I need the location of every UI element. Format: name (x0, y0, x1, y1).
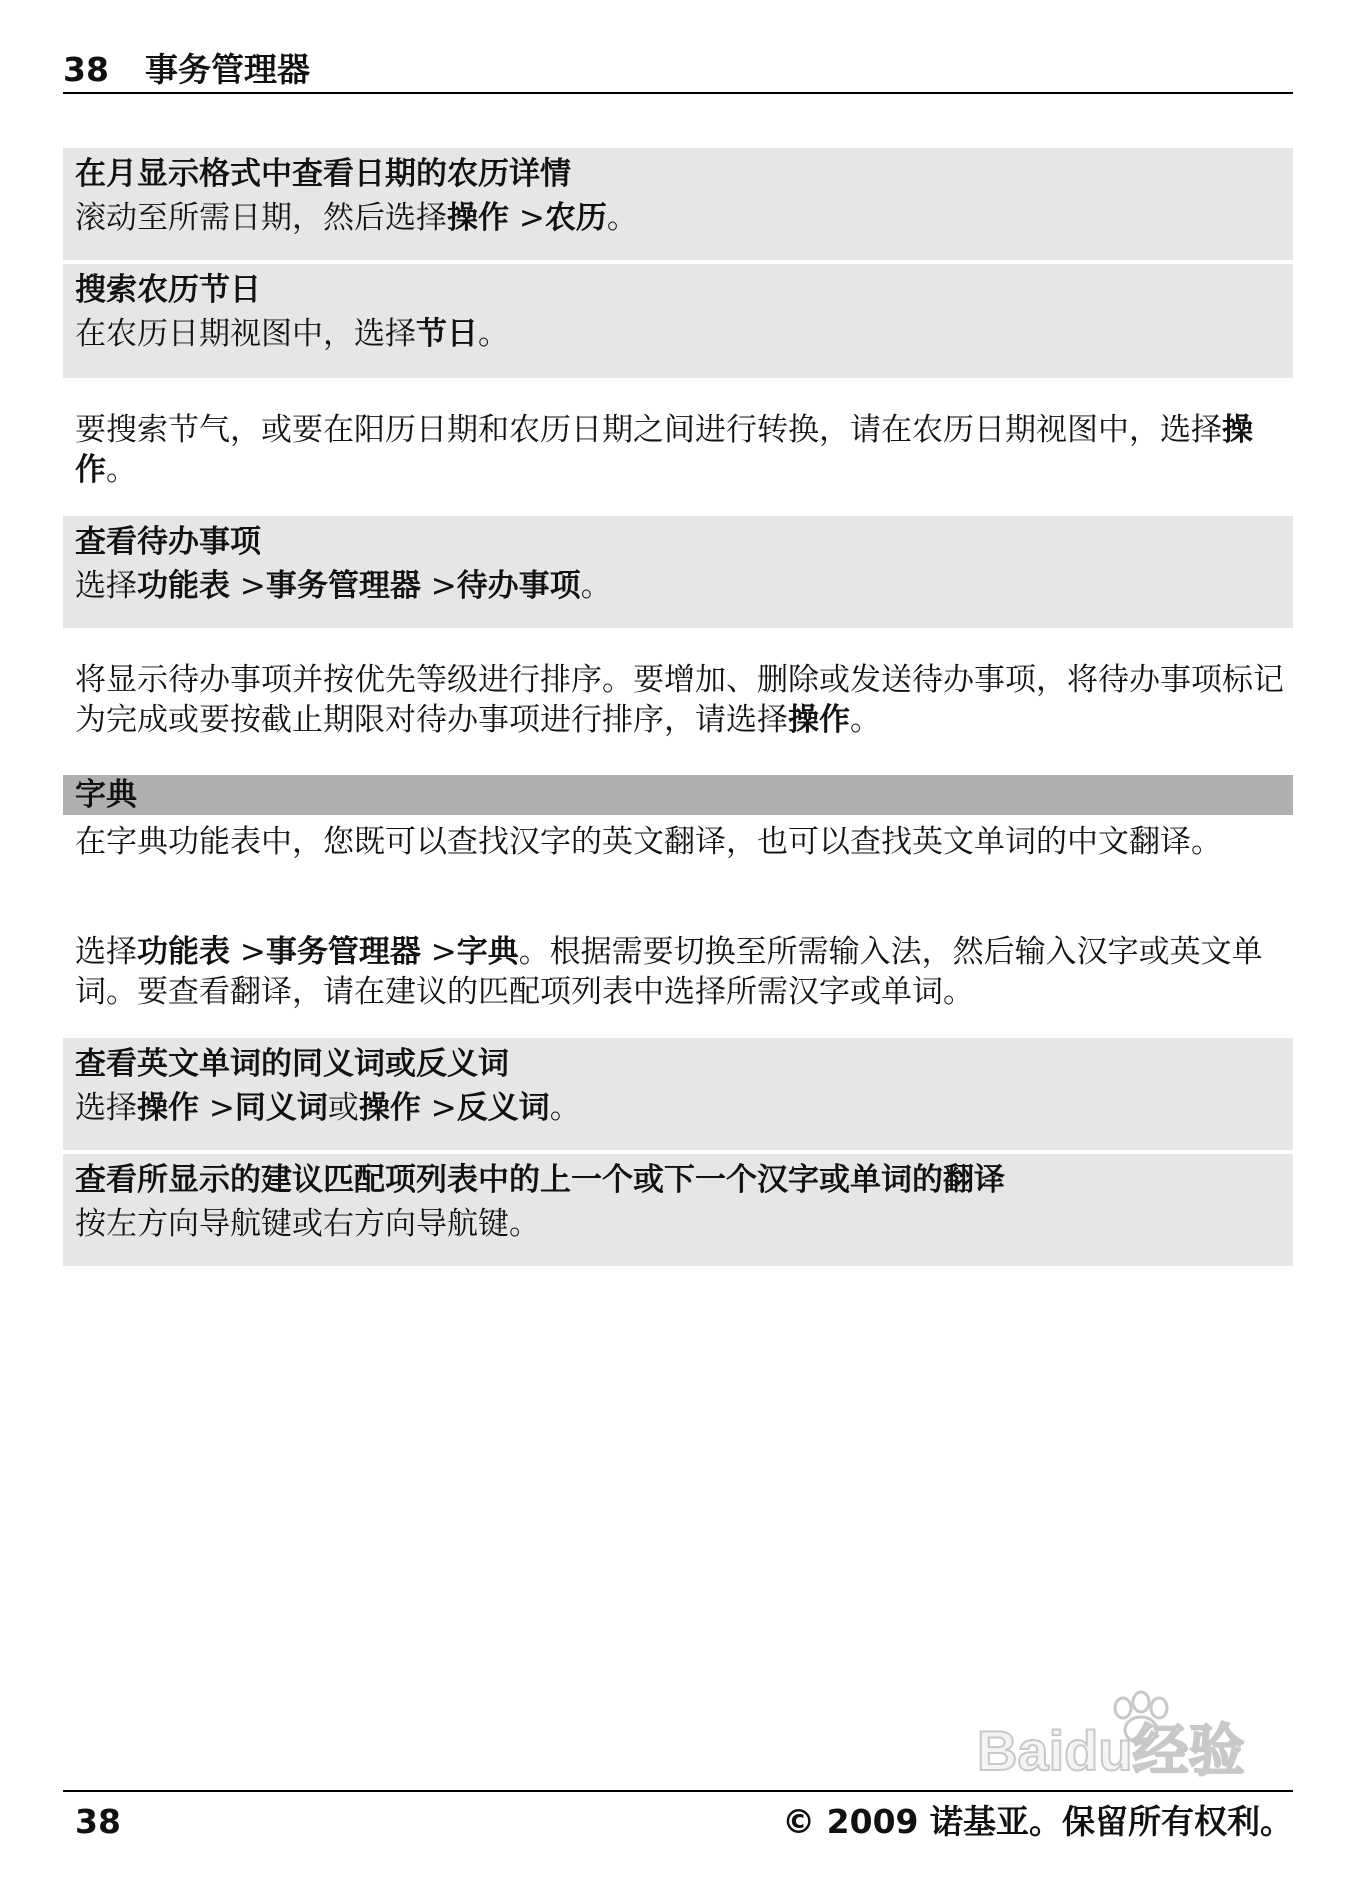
paragraph-solar-terms (75, 410, 1293, 490)
text: 。 (549, 1090, 581, 1126)
header-chapter-title: 事务管理器 (145, 50, 310, 89)
menu-term: 操作 (358, 1090, 421, 1126)
menu-term: 操作 (137, 1090, 199, 1126)
menu-term: 操作 (75, 412, 1253, 488)
menu-term: 功能表 (137, 934, 230, 970)
text: 滚动至所需日期，然后选择 (75, 200, 447, 236)
separator: > (230, 568, 266, 604)
tip-body (75, 312, 1281, 356)
paragraph-dictionary-usage (75, 932, 1293, 1012)
menu-term: 待办事项 (456, 568, 581, 604)
tip-body (75, 1086, 1281, 1130)
tip-box-synonyms (63, 1038, 1293, 1150)
tip-body: 按左方向导航键或右方向导航键。 (75, 1206, 540, 1242)
tip-body (75, 564, 1281, 608)
tip-title: 查看待办事项 (75, 524, 261, 560)
menu-term: 节日 (416, 316, 478, 352)
menu-term: 字典 (456, 934, 519, 970)
menu-term: 同义词 (234, 1090, 328, 1126)
paragraph-dictionary-intro: 在字典功能表中，您既可以查找汉字的英文翻译，也可以查找英文单词的中文翻译。 (75, 824, 1222, 860)
baidu-jingyan-watermark (975, 1690, 1285, 1780)
tip-box-lunar-details (63, 148, 1293, 260)
text: 。 (850, 702, 881, 738)
tip-box-lunar-festivals (63, 264, 1293, 378)
text: 在农历日期视图中，选择 (75, 316, 416, 352)
footer-copyright: © 2009 诺基亚。保留所有权利。 (782, 1802, 1293, 1841)
text: 。 (606, 200, 638, 236)
header-page-number: 38 (63, 50, 109, 89)
menu-term: 农历 (544, 200, 607, 236)
text: 。 (106, 452, 137, 488)
menu-term: 功能表 (137, 568, 230, 604)
paragraph-todo-info (75, 660, 1293, 740)
menu-term: 事务管理器 (265, 934, 421, 970)
separator: > (230, 934, 266, 970)
footer-page-number: 38 (75, 1802, 121, 1841)
separator: > (509, 200, 545, 236)
watermark-text: Baidu经验 (977, 1719, 1245, 1780)
text: 或 (327, 1090, 359, 1126)
text: 将显示待办事项并按优先等级进行排序。要增加、删除或发送待办事项，将待办事项标记为完成或要按截止期限对待办事项进行排序，请选择 (75, 662, 1284, 738)
text: 。 (580, 568, 612, 604)
section-heading-dictionary: 字典 (63, 775, 1293, 815)
text: 选择 (75, 934, 137, 970)
tip-box-todo (63, 516, 1293, 628)
text: 。根据需要切换至所需输入法，然后输入汉字或英文单词。要查看翻译，请在建议的匹配项列表中选择所需汉字或单词。 (75, 934, 1263, 1010)
tip-title: 搜索农历节日 (75, 272, 261, 308)
separator: > (420, 934, 457, 970)
tip-title: 查看英文单词的同义词或反义词 (75, 1046, 509, 1082)
separator: > (420, 1090, 457, 1126)
tip-box-navigate-translations (63, 1154, 1293, 1266)
menu-term: 事务管理器 (265, 568, 421, 604)
separator: > (420, 568, 457, 604)
menu-term: 操作 (447, 200, 509, 236)
tip-body (75, 196, 1281, 240)
text: 选择 (75, 568, 137, 604)
separator: > (199, 1090, 235, 1126)
footer-rule (63, 1790, 1293, 1792)
tip-title: 查看所显示的建议匹配项列表中的上一个或下一个汉字或单词的翻译 (75, 1162, 1005, 1198)
tip-title: 在月显示格式中查看日期的农历详情 (75, 156, 571, 192)
menu-term: 反义词 (456, 1090, 550, 1126)
menu-term: 操作 (788, 702, 850, 738)
page-header (63, 48, 1293, 94)
text: 。 (478, 316, 509, 352)
text: 选择 (75, 1090, 137, 1126)
text: 要搜索节气，或要在阳历日期和农历日期之间进行转换，请在农历日期视图中，选择 (75, 412, 1222, 448)
